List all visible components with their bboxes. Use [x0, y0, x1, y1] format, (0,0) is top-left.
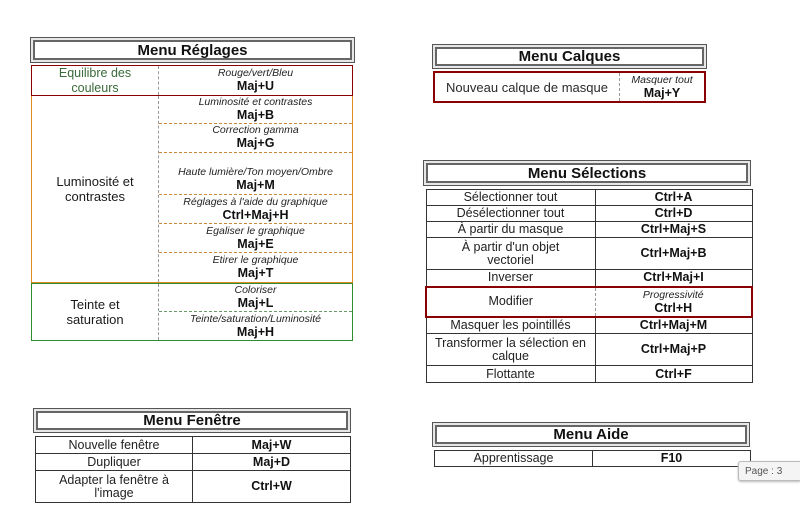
shortcut-key: Maj+Y [643, 85, 681, 100]
table-row [426, 270, 752, 287]
table-row [36, 454, 351, 471]
calques-row [433, 71, 706, 103]
shortcut-key: Ctrl+W [193, 471, 351, 503]
shortcut-cell [159, 153, 352, 195]
action-label: Masquer les pointillés [426, 317, 595, 334]
shortcut-cell [159, 124, 352, 153]
shortcut-key: Maj+L [237, 296, 274, 310]
action-label: À partir d'un objet vectoriel [426, 238, 595, 270]
shortcut-desc: Masquer tout [631, 73, 693, 86]
shortcut-key: Maj+W [193, 437, 351, 454]
table-row [426, 317, 752, 334]
shortcut-cell [159, 195, 352, 224]
table-row [426, 206, 752, 222]
aide-title: Menu Aide [435, 425, 747, 444]
shortcut-key: Ctrl+Maj+M [595, 317, 752, 334]
reglages-title-box [30, 37, 355, 63]
selections-title-box [423, 160, 751, 186]
table-row [435, 451, 751, 467]
action-label: Transformer la sélection en calque [426, 334, 595, 366]
shortcut-key: F10 [593, 451, 751, 467]
action-label: Adapter la fenêtre à l'image [36, 471, 193, 503]
shortcut-key: Ctrl+A [595, 190, 752, 206]
action-label: Modifier [426, 287, 595, 317]
shortcut-key: Maj+M [236, 178, 275, 192]
action-label: Apprentissage [435, 451, 593, 467]
reglages-group-teinte [31, 283, 353, 341]
shortcut-key: Maj+T [237, 266, 274, 280]
shortcut-key: Ctrl+Maj+S [595, 222, 752, 238]
shortcut-desc: Haute lumière/Ton moyen/Ombre [178, 166, 333, 178]
reglages-group-label: Equilibre des couleurs [58, 65, 132, 95]
table-row [36, 437, 351, 454]
table-row [426, 287, 752, 317]
shortcut-cell [159, 224, 352, 253]
action-label: Dupliquer [36, 454, 193, 471]
table-row [426, 238, 752, 270]
page-indicator[interactable]: Page : 3 [738, 461, 800, 481]
action-label: Sélectionner tout [426, 190, 595, 206]
reglages-group-label: Teinte et saturation [66, 297, 124, 327]
shortcut-desc: Rouge/vert/Bleu [217, 67, 294, 79]
shortcut-desc: Luminosité et contrastes [198, 96, 313, 108]
shortcut-cell [159, 312, 352, 340]
shortcut-desc: Coloriser [234, 284, 277, 296]
action-label: Inverser [426, 270, 595, 287]
shortcut-cell [159, 253, 352, 282]
aide-title-box [432, 422, 750, 447]
shortcut-desc: Egaliser le graphique [206, 224, 305, 237]
calques-title: Menu Calques [435, 47, 704, 66]
fenetre-table [35, 436, 351, 503]
fenetre-title-box [33, 408, 351, 433]
shortcut-cell [159, 96, 352, 124]
shortcut-key: Maj+E [237, 236, 274, 251]
shortcut-key: Ctrl+F [595, 366, 752, 383]
shortcut-key: Ctrl+D [595, 206, 752, 222]
calques-label: Nouveau calque de masque [446, 79, 608, 95]
aide-table [434, 450, 751, 467]
shortcut-cell [595, 287, 752, 317]
action-label: Flottante [426, 366, 595, 383]
reglages-title: Menu Réglages [33, 40, 352, 60]
reglages-group-label: Luminosité et contrastes [56, 174, 134, 204]
shortcut-cell [159, 284, 352, 312]
shortcut-key: Ctrl+Maj+P [595, 334, 752, 366]
shortcut-desc: Etirer le graphique [212, 254, 299, 266]
shortcut-key: Ctrl+Maj+I [595, 270, 752, 287]
table-row [426, 366, 752, 383]
fenetre-title: Menu Fenêtre [36, 411, 348, 430]
selections-title: Menu Sélections [426, 163, 748, 183]
shortcut-desc: Réglages à l'aide du graphique [183, 195, 328, 208]
shortcut-key: Ctrl+Maj+H [222, 207, 289, 222]
shortcut-key: Maj+D [193, 454, 351, 471]
shortcut-desc: Progressivité [642, 288, 704, 301]
action-label: Désélectionner tout [426, 206, 595, 222]
shortcut-cell [158, 66, 352, 95]
shortcut-key: Ctrl+Maj+B [595, 238, 752, 270]
shortcut-key: Ctrl+H [654, 300, 693, 315]
table-row [426, 190, 752, 206]
table-row [426, 222, 752, 238]
action-label: À partir du masque [426, 222, 595, 238]
shortcut-key: Maj+B [236, 108, 275, 122]
calques-title-box [432, 44, 707, 69]
reglages-group-couleurs [31, 65, 353, 96]
action-label: Nouvelle fenêtre [36, 437, 193, 454]
selections-table [425, 189, 753, 383]
shortcut-desc: Correction gamma [212, 124, 299, 136]
shortcut-cell [619, 73, 704, 101]
reglages-group-luminosite [31, 96, 353, 283]
table-row [36, 471, 351, 503]
shortcut-key: Maj+U [236, 79, 275, 93]
table-row [426, 334, 752, 366]
shortcut-key: Maj+G [236, 136, 275, 150]
shortcut-desc: Teinte/saturation/Luminosité [190, 312, 321, 325]
shortcut-key: Maj+H [236, 324, 275, 339]
